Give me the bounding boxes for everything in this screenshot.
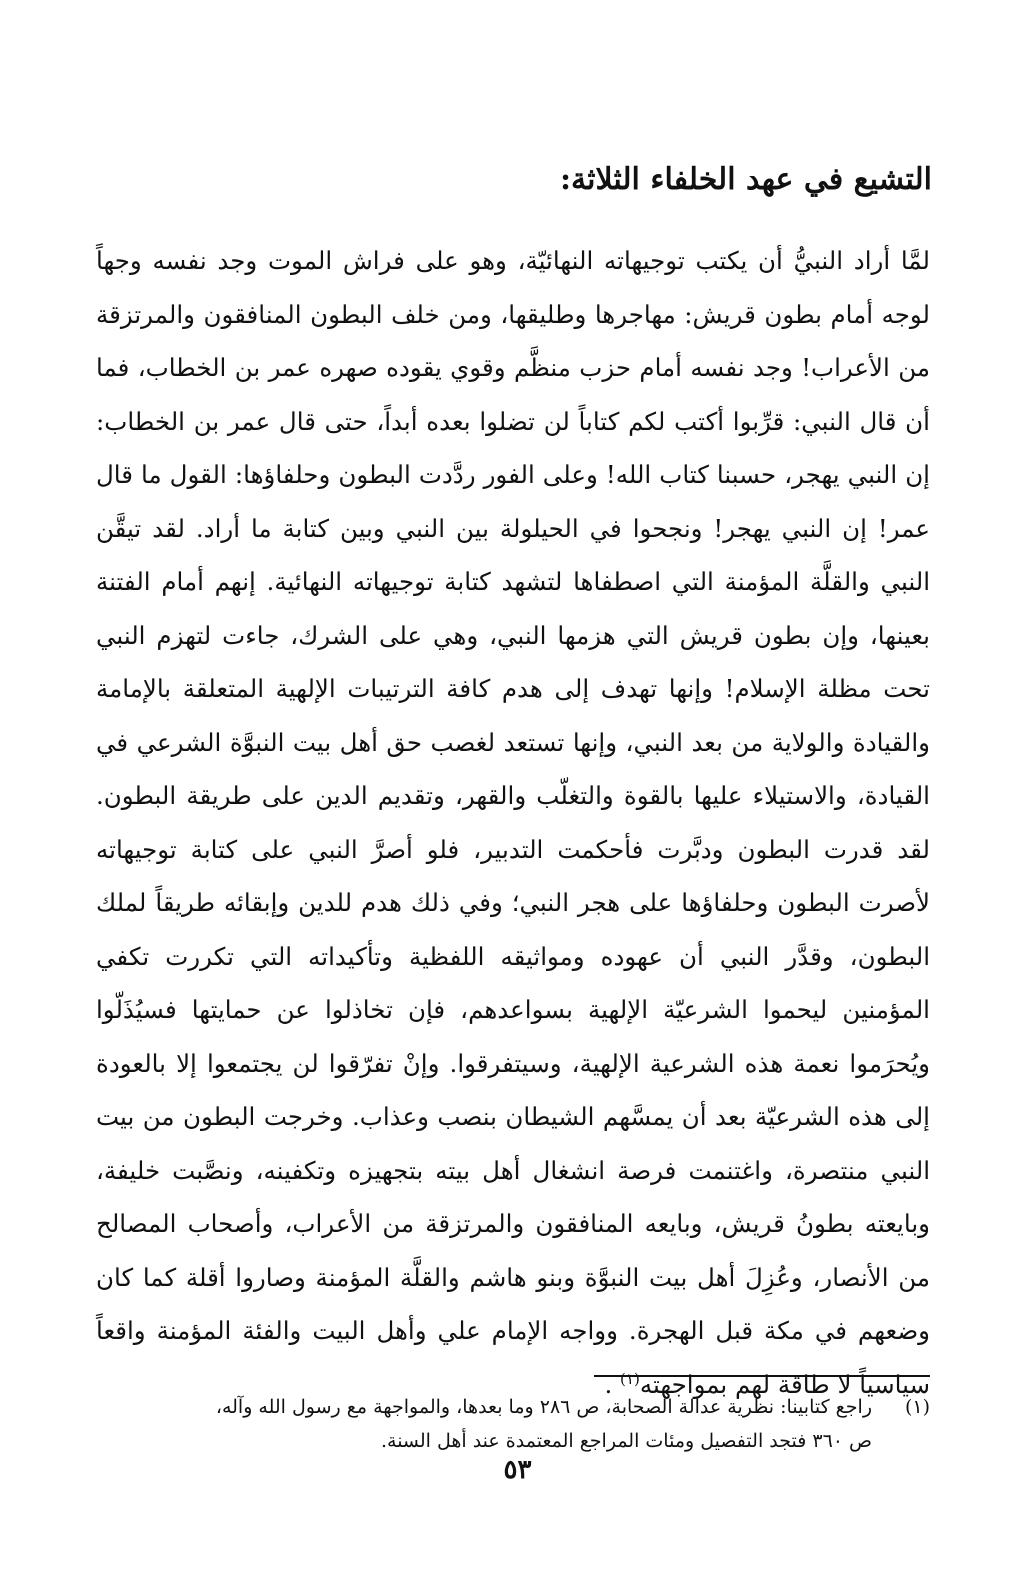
footnote-divider [594, 1375, 930, 1377]
footnote-reference: (١) [620, 1369, 640, 1388]
section-heading: التشيع في عهد الخلفاء الثلاثة: [559, 162, 932, 197]
footnote-line-1: راجع كتابينا: نظرية عدالة الصحابة، ص ٢٨٦ وما بعدها، والمواجهة مع رسول الله وآله، [215, 1396, 872, 1418]
footnote-number: (١) [904, 1396, 930, 1418]
body-text: لمَّا أراد النبيُّ أن يكتب توجيهاته النهائيّة، وهو على فراش الموت وجد نفسه وجهاً لوجه أمام بطون قريش: مهاجرها وطليقها، ومن خلف البطون المنافقون والمرتزقة من الأعراب! وجد نفسه أمام حزب منظَّم وقوي يقوده صهره عمر بن الخطاب، فما أن قال النبي: قرِّبوا أكتب لكم كتاباً لن تضلوا بعده أبداً، حتى قال عمر بن الخطاب: إن النبي يهجر، حسبنا كتاب الله! وعلى الفور ردَّدت البطون وحلفاؤها: القول ما قال عمر! إن النبي يهجر! ونجحوا في الحيلولة بين النبي وبين كتابة ما أراد. لقد تيقَّن النبي والقلَّة المؤمنة التي اصطفاها لتشهد كتابة توجيهاته النهائية. إنهم أمام الفتنة بعينها، وإن بطون قريش التي هزمها النبي، وهي على الشرك، جاءت لتهزم النبي تحت مظلة الإسلام! وإنها تهدف إلى هدم كافة الترتيبات الإلهية المتعلقة بالإمامة والقيادة والولاية من بعد النبي، وإنها تستعد لغصب حق أهل بيت النبوَّة الشرعي في القيادة، والاستيلاء عليها بالقوة والتغلّب والقهر، وتقديم الدين على طريقة البطون. لقد قدرت البطون ودبَّرت فأحكمت التدبير، فلو أصرَّ النبي على كتابة توجيهاته لأصرت البطون وحلفاؤها على هجر النبي؛ وفي ذلك هدم للدين وإبقائه طريقاً لملك البطون، وقدَّر النبي أن عهوده ومواثيقه اللفظية وتأكيداته التي تكررت تكفي المؤمنين ليحموا الشرعيّة الإلهية بسواعدهم، فإن تخاذلوا عن حمايتها فسيُذَلّوا ويُحرَموا نعمة هذه الشرعية الإلهية، وسيتفرقوا. وإنْ تفرّقوا لن يجتمعوا إلا بالعودة إلى هذه الشرعيّة بعد أن يمسَّهم الشيطان بنصب وعذاب. وخرجت البطون من بيت النبي منتصرة، واغتنمت فرصة انشغال أهل بيته بتجهيزه وتكفينه، ونصَّبت خليفة، وبايعته بطونُ قريش، وبايعه المنافقون والمرتزقة من الأعراب، وأصحاب المصالح من الأنصار، وعُزِلَ أهل بيت النبوَّة وبنو هاشم والقلَّة المؤمنة وصاروا أقلة كما كان وضعهم في مكة قبل الهجرة. وواجه الإمام علي وأهل البيت والفئة المؤمنة واقعاً سياسياً لا طاقة لهم بمواجهته [96, 246, 930, 1399]
body-paragraph [96, 234, 930, 1411]
footnote [96, 1390, 930, 1458]
page-number: ٥٣ [503, 1455, 532, 1485]
footnote-line-2: ص ٣٦٠ فتجد التفصيل ومئات المراجع المعتمدة عند أهل السنة. [380, 1430, 872, 1452]
footnote-text [96, 1390, 872, 1458]
end-punctuation: . [604, 1369, 613, 1399]
